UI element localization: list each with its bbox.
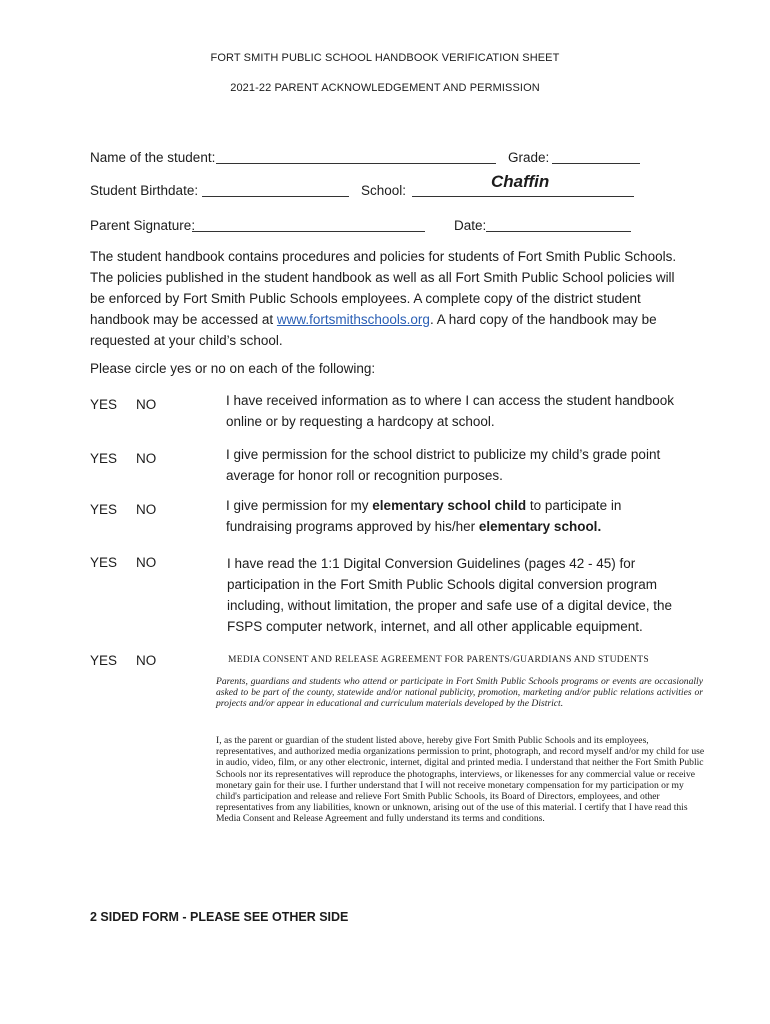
intro-paragraph bbox=[90, 246, 690, 351]
student-name-label: Name of the student: bbox=[90, 150, 216, 165]
birthdate-label: Student Birthdate: bbox=[90, 183, 199, 198]
item-1-no[interactable]: NO bbox=[136, 397, 157, 412]
item-4-no[interactable]: NO bbox=[136, 555, 157, 570]
student-name-field[interactable] bbox=[216, 163, 496, 164]
grade-field[interactable] bbox=[552, 163, 640, 164]
media-consent-title: MEDIA CONSENT AND RELEASE AGREEMENT FOR PARENTS/GUARDIANS AND STUDENTS bbox=[228, 655, 649, 665]
item-3-yes[interactable]: YES bbox=[90, 502, 118, 517]
item-1-yes[interactable]: YES bbox=[90, 397, 118, 412]
school-value: Chaffin bbox=[491, 172, 550, 191]
item-5-yes[interactable]: YES bbox=[90, 653, 118, 668]
item-3-text-1: I give permission for my bbox=[226, 498, 373, 513]
item-3-text bbox=[226, 495, 676, 537]
school-field[interactable] bbox=[412, 196, 634, 197]
intro-text-after-link: . A hard copy of the handbook may be requested at your child’s school. bbox=[90, 312, 657, 348]
circle-instruction: Please circle yes or no on each of the following: bbox=[90, 361, 376, 376]
media-consent-body: I, as the parent or guardian of the student listed above, hereby give Fort Smith Public Schools and its employees, representatives, and authorized media organizations permission to print, photograph, and record myself and/or my child for use in audio, video, film, or any other electronic, internet, digital and printed media. I understand that neither the Fort Smith Public Schools nor its representatives will reproduce the photographs, interviews, or likenesses for any commercial value or receive monetary gain for their use. I further understand that I will not receive monetary compensation for my participation or my child's participation and release and relieve Fort Smith Public Schools, its Board of Directors, employees, and other representatives from any liabilities, known or unknown, arising out of the use of this material. I certify that I have read this Media Consent and Release Agreement and fully understand its terms and conditions. bbox=[216, 735, 705, 825]
parent-signature-field[interactable] bbox=[192, 231, 425, 232]
item-4-yes[interactable]: YES bbox=[90, 555, 118, 570]
item-2-text: I give permission for the school district to publicize my child’s grade point average for honor roll or recognition purposes. bbox=[226, 447, 661, 483]
intro-text-before-link: The student handbook contains procedures and policies for students of Fort Smith Public Schools. The policies published in the student handbook as well as all Fort Smith Public School policies will be enforced by Fort Smith Public Schools employees. A complete copy of the district student handbook may be accessed at bbox=[90, 249, 677, 327]
document-title: FORT SMITH PUBLIC SCHOOL HANDBOOK VERIFICATION SHEET bbox=[210, 52, 560, 64]
document-subtitle: 2021-22 PARENT ACKNOWLEDGEMENT AND PERMISSION bbox=[230, 82, 540, 94]
date-field[interactable] bbox=[486, 231, 631, 232]
item-3-bold-1: elementary school child bbox=[372, 498, 527, 513]
two-sided-notice: 2 SIDED FORM - PLEASE SEE OTHER SIDE bbox=[90, 910, 349, 924]
item-3-no[interactable]: NO bbox=[136, 502, 157, 517]
parent-signature-label: Parent Signature: bbox=[90, 218, 196, 233]
grade-label: Grade: bbox=[508, 150, 550, 165]
item-2-yes[interactable]: YES bbox=[90, 451, 118, 466]
item-4-text: I have read the 1:1 Digital Conversion Guidelines (pages 42 - 45) for participation in the Fort Smith Public Schools digital conversion program including, without limitation, the proper and safe use of a digital device, the FSPS computer network, internet, and all other applicable equipment. bbox=[227, 556, 673, 634]
date-label: Date: bbox=[454, 218, 487, 233]
item-5-no[interactable]: NO bbox=[136, 653, 157, 668]
birthdate-field[interactable] bbox=[202, 196, 349, 197]
media-consent-intro: Parents, guardians and students who attend or participate in Fort Smith Public Schools programs or events are occasionally asked to be part of the county, statewide and/or national publicity, promotion, marketing and/or public relations activities or projects and/or appear in educational and curriculum materials developed by the District. bbox=[216, 676, 703, 710]
item-2-no[interactable]: NO bbox=[136, 451, 157, 466]
handbook-link[interactable]: www.fortsmithschools.org bbox=[276, 312, 430, 327]
item-1-text: I have received information as to where I can access the student handbook online or by requesting a hardcopy at school. bbox=[226, 393, 675, 429]
item-3-bold-2: elementary school. bbox=[478, 519, 602, 534]
item-3-text-2: to participate in fundraising programs approved by his/her bbox=[226, 498, 622, 534]
school-label: School: bbox=[361, 183, 407, 198]
